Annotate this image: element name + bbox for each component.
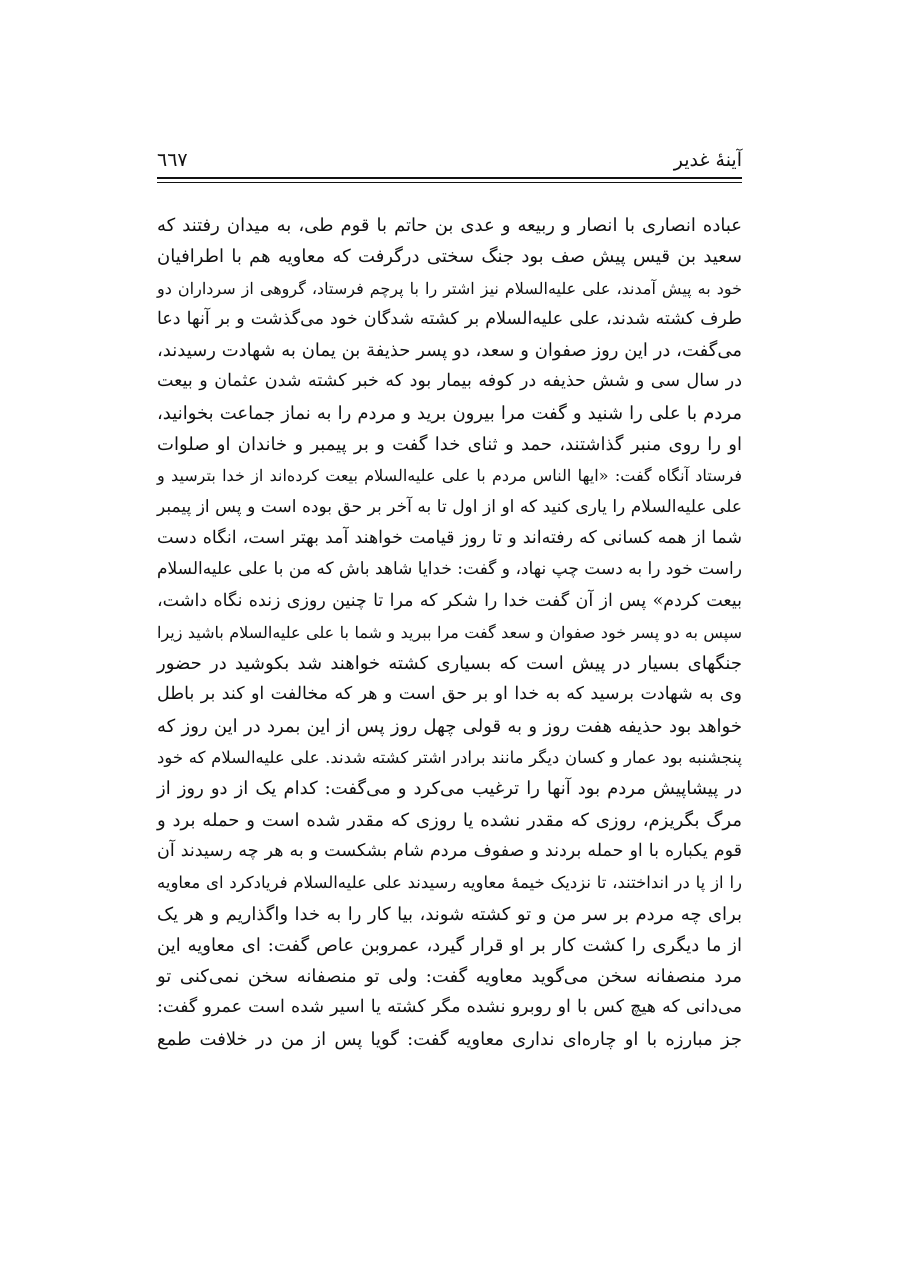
text-line: از ما دیگری را کشت کار بر او قرار گیرد، عمروبن عاص گفت: ای معاویه این	[157, 934, 742, 956]
text-line: راست خود را به دست چپ نهاد، و گفت: خدایا شاهد باش که من با علی علیه‌السلام	[157, 559, 742, 580]
text-line: در سال سی و شش حذیفه در کوفه بیمار بود که خبر کشته شدن عثمان و بیعت	[157, 371, 742, 392]
text-line: در پیشاپیش مردم بود آنها را ترغیب می‌کرد و می‌گفت: کدام یک از دو روز از	[157, 778, 742, 800]
text-line: شما از همه کسانی که رفته‌اند و تا روز قیامت خواهند آمد بهتر است، انگاه دست	[157, 527, 742, 548]
text-line: وی به شهادت برسید که به خدا او بر حق است و هر که مخالفت او کند بر باطل	[157, 684, 742, 705]
text-line: علی علیه‌السلام را یاری کنید که او از اول تا به آخر بر حق بوده است و پس از پیمبر	[157, 496, 742, 517]
text-line: قوم یکباره با او حمله بردند و صفوف مردم شام بشکست و به هر چه رسیدند آن	[157, 840, 742, 861]
running-header	[157, 146, 742, 176]
header-title: آینهٔ غدیر	[673, 149, 742, 171]
header-rule-thin	[157, 182, 742, 183]
page-number: ٦٦٧	[157, 149, 188, 171]
text-line: جز مبارزه با او چاره‌ای نداری معاویه گفت: گویا پس از من در خلافت طمع	[157, 1028, 742, 1050]
text-line: طرف کشته شدند، علی علیه‌السلام بر کشته شدگان خود می‌گذشت و بر آنها دعا	[157, 308, 742, 329]
text-line: بیعت کردم» پس از آن گفت خدا را شکر که مرا تا چنین روزی زنده نگاه داشت،	[157, 590, 742, 611]
header-rule-thick	[157, 177, 742, 179]
text-line: برای چه مردم بر سر من و تو کشته شوند، بیا کار را به خدا واگذاریم و هر یک	[157, 903, 742, 925]
text-line: خواهد بود حذیفه هفت روز و به قولی چهل روز پس از این بمرد در این روز که	[157, 715, 742, 737]
text-line: سپس به دو پسر خود صفوان و سعد گفت مرا ببرید و شما با علی علیه‌السلام باشید زیرا	[157, 622, 743, 642]
text-line: سعید بن قیس پیش صف بود جنگ سختی درگرفت که معاویه هم با اطرافیان	[157, 246, 742, 268]
text-line: او را روی منبر گذاشتند، حمد و ثنای خدا گفت و بر پیمبر و خاندان او صلوات	[157, 434, 742, 456]
text-line: مرد منصفانه سخن می‌گوید معاویه گفت: ولی تو منصفانه سخن نمی‌کنی تو	[157, 966, 742, 988]
text-line: خود به پیش آمدند، علی علیه‌السلام نیز اشتر را با پرچم فرستاد، گروهی از سرداران دو	[157, 278, 742, 298]
text-line: می‌گفت، در این روز صفوان و سعد، دو پسر حذیفة بن یمان به شهادت رسیدند،	[157, 340, 742, 362]
text-line: مرگ بگریزم، روزی که مقدر نشده یا روزی که مقدر شده است و حمله برد و	[157, 809, 742, 831]
text-line: عباده انصاری با انصار و ربیعه و عدی بن حاتم با قوم طی، به میدان رفتند که	[157, 215, 742, 236]
text-line: مردم با علی را شنید و گفت مرا بیرون برید و مردم را به نماز جماعت بخوانید،	[157, 402, 742, 424]
text-line: جنگهای بسیار در پیش است که بسیاری کشته خواهند شد بکوشید در حضور	[157, 653, 742, 675]
body-paragraph	[157, 210, 742, 1055]
text-line: را از پا در انداختند، تا نزدیک خیمهٔ معاویه رسیدند علی علیه‌السلام فریادکرد ای معاویه	[157, 873, 742, 893]
text-line: می‌دانی که هیچ کس با او روبرو نشده مگر کشته یا اسیر شده است عمرو گفت:	[157, 997, 742, 1018]
text-line: پنجشنبه بود عمار و کسان دیگر مانند برادر اشتر کشته شدند. علی علیه‌السلام که خود	[157, 748, 742, 768]
text-line: فرستاد آنگاه گفت: «ایها الناس مردم با علی علیه‌السلام بیعت کرده‌اند از خدا بترسید و	[157, 466, 743, 486]
